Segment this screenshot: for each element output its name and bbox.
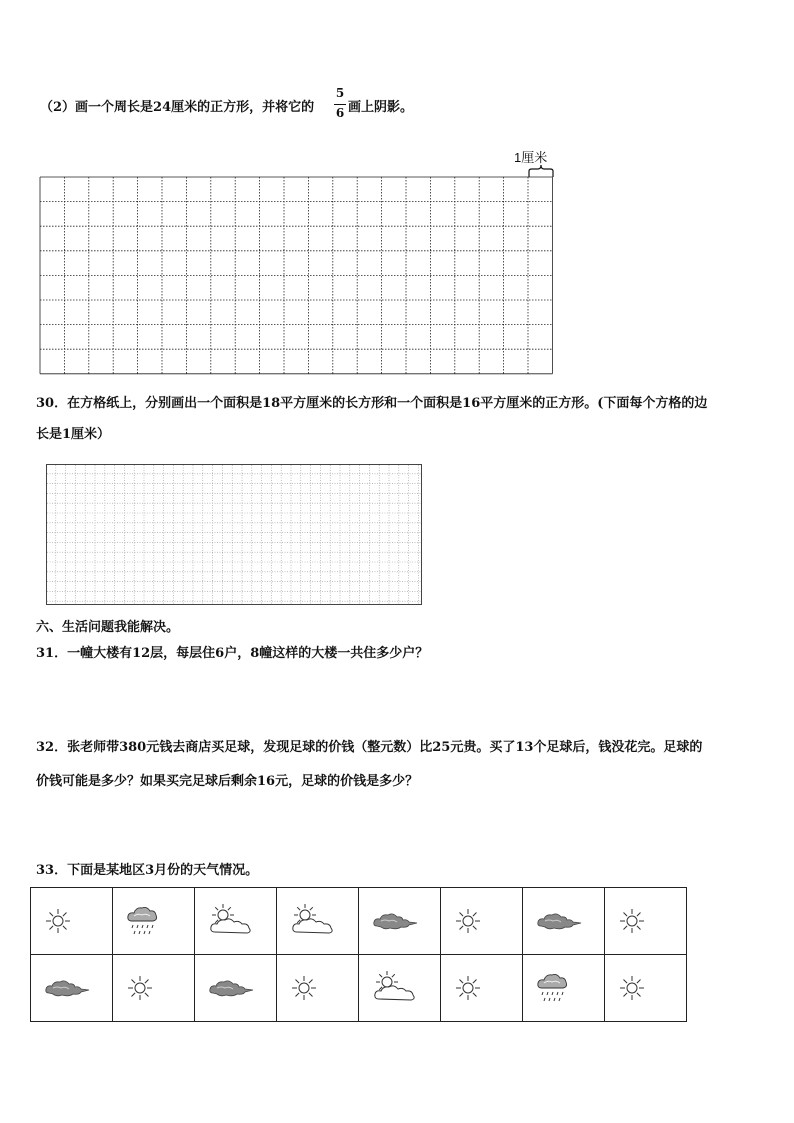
weather-cell [113, 955, 195, 1022]
sun-cloud-icon [359, 971, 440, 1005]
weather-cell [523, 955, 605, 1022]
sun-icon [441, 973, 522, 1003]
q31-text: 31．一幢大楼有12层，每层住6户，8幢这样的大楼一共住多少户？ [36, 646, 429, 661]
weather-cell [31, 888, 113, 955]
cloud-icon [195, 976, 276, 1000]
weather-cell [31, 955, 113, 1022]
sun-icon [31, 906, 112, 936]
section-6-heading: 六、生活问题我能解决。 [36, 620, 180, 635]
sun-cloud-icon [277, 904, 358, 938]
fraction-denominator: 6 [335, 106, 345, 120]
q33-text: 33．下面是某地区3月份的天气情况。 [36, 863, 259, 878]
q32-line1: 32．张老师带380元钱去商店买足球，发现足球的价钱（整元数）比25元贵。买了13个足球后，钱没花完。足球的 [36, 740, 703, 755]
weather-cell [359, 888, 441, 955]
sun-icon [113, 973, 194, 1003]
sun-icon [605, 973, 686, 1003]
cloud-icon [359, 909, 440, 933]
q30-line2: 长是1厘米） [36, 427, 111, 442]
weather-row [31, 955, 687, 1022]
weather-cell [277, 888, 359, 955]
rain-cloud-icon [523, 971, 604, 1005]
sun-icon [605, 906, 686, 936]
drawing-grid-2[interactable] [46, 464, 422, 605]
q29-part2-suffix: 画上阴影。 [348, 100, 414, 115]
weather-cell [195, 888, 277, 955]
q30-line1: 30．在方格纸上，分别画出一个面积是18平方厘米的长方形和一个面积是16平方厘米的正方形。(下面每个方格的边 [36, 396, 708, 411]
weather-cell [277, 955, 359, 1022]
fraction-numerator: 5 [335, 86, 345, 100]
weather-cell [113, 888, 195, 955]
rain-cloud-icon [113, 904, 194, 938]
weather-cell [605, 955, 687, 1022]
q32-line2: 价钱可能是多少？如果买完足球后剩余16元，足球的价钱是多少？ [36, 774, 419, 789]
weather-cell [195, 955, 277, 1022]
weather-cell [441, 888, 523, 955]
sun-icon [441, 906, 522, 936]
weather-table [30, 887, 687, 1022]
scale-label: 1厘米 [514, 150, 548, 165]
weather-cell [441, 955, 523, 1022]
weather-cell [605, 888, 687, 955]
sun-icon [277, 973, 358, 1003]
weather-cell [523, 888, 605, 955]
weather-row [31, 888, 687, 955]
weather-cell [359, 955, 441, 1022]
sun-cloud-icon [195, 904, 276, 938]
cloud-icon [523, 909, 604, 933]
cloud-icon [31, 976, 112, 1000]
q29-part2-label: （2）画一个周长是24厘米的正方形，并将它的 [40, 100, 315, 115]
